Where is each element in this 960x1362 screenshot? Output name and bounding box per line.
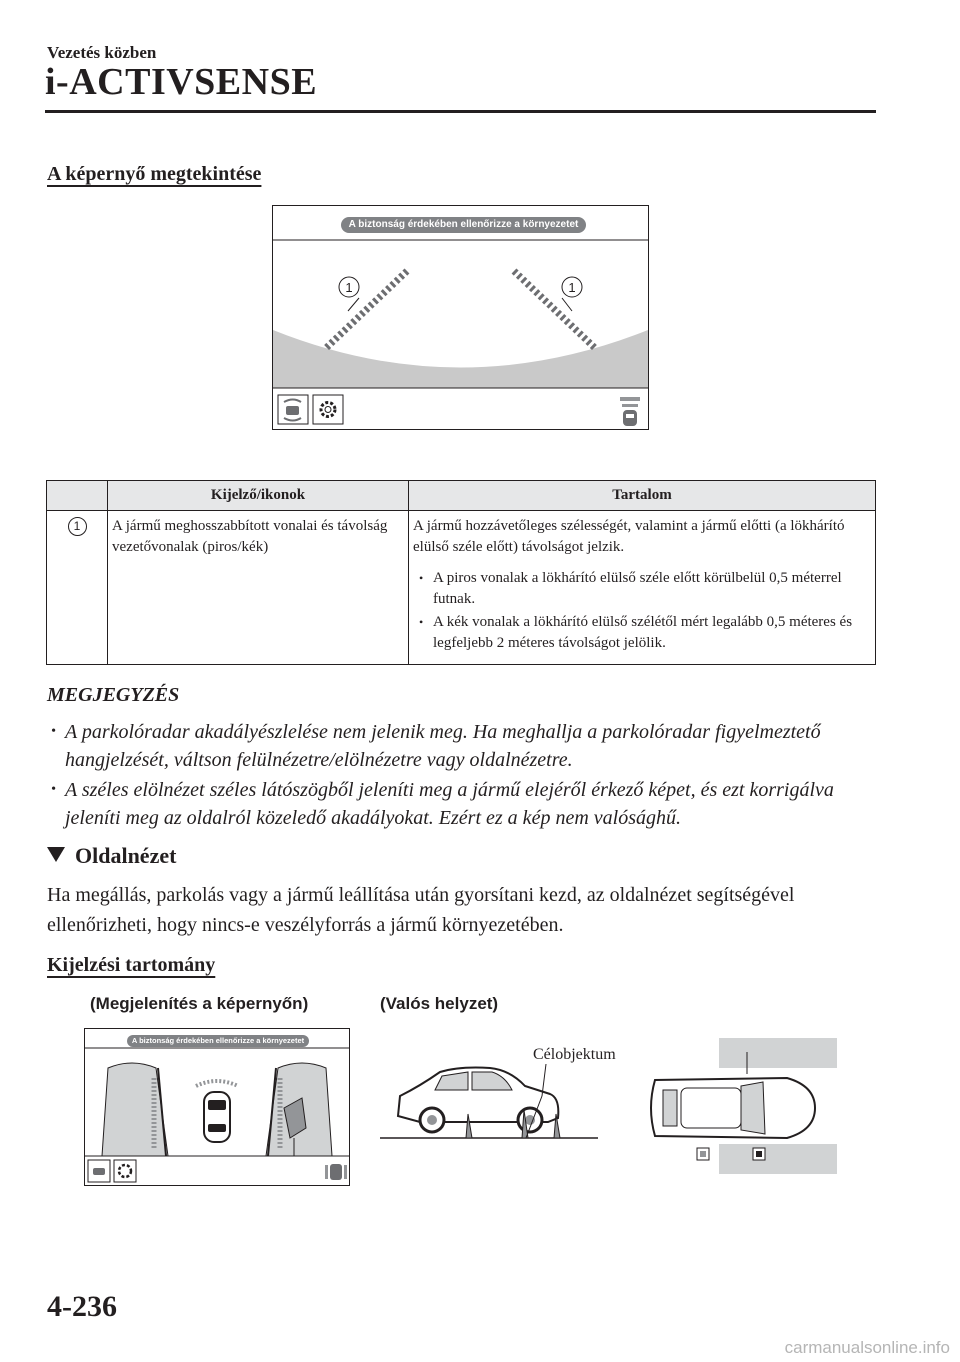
side-view-body: Ha megállás, parkolás vagy a jármű leállítása után gyorsítani kezd, az oldalnézet segítségével ellenőrizheti, hogy nincs-e veszélyforrás a jármű környezetében. — [47, 884, 795, 936]
safety-banner: A biztonság érdekében ellenőrizze a környezetet — [127, 1035, 309, 1047]
section-label: Vezetés közben — [47, 43, 157, 62]
info-table — [46, 480, 876, 665]
table-header-content: Tartalom — [409, 481, 876, 511]
callout-number: 1 — [568, 280, 576, 295]
display-range-heading: Kijelzési tartomány — [47, 954, 216, 976]
callout-number: 1 — [345, 280, 353, 295]
triangle-bullet-icon — [47, 847, 65, 862]
list-item: • A széles elölnézet széles látószögből jeleníti meg a jármű elejéről érkező képet, és ezt korrigálva jeleníti meg az oldalról közeledő akadályokat. Ezért ez a kép nem valósághű. — [47, 776, 877, 832]
list-item: • A parkolóradar akadályészlelése nem jelenik meg. Ha meghallja a parkolóradar figyelmeztető hangjelzését, váltson felülnézetre/elölnézetre vagy oldalnézetre. — [47, 718, 877, 774]
view-switch-button[interactable] — [278, 395, 308, 424]
callout-number: 1 — [68, 517, 87, 536]
caption-real: (Valós helyzet) — [380, 994, 499, 1013]
camera-screen-figure — [272, 205, 649, 430]
car-side-view-figure — [380, 1056, 600, 1146]
safety-banner: A biztonság érdekében ellenőrizze a környezetet — [341, 217, 586, 233]
row-number-cell — [47, 511, 108, 665]
view-switch-button[interactable] — [88, 1160, 110, 1182]
car-top-view-figure — [637, 1038, 839, 1176]
note-title: MEGJEGYZÉS — [47, 684, 180, 706]
settings-gear-icon[interactable] — [313, 395, 343, 424]
table-header-empty — [47, 481, 108, 511]
content-intro: A jármű hozzávetőleges szélességét, valamint a jármű előtti (a lökhárító elülső széle előtt) távolságot jelzik. — [413, 518, 845, 555]
page-number: 4-236 — [47, 1290, 117, 1323]
settings-gear-icon[interactable] — [114, 1160, 136, 1182]
screen-view-heading: A képernyő megtekintése — [47, 163, 262, 185]
note-list — [47, 718, 877, 834]
content-cell — [409, 511, 876, 665]
list-item: • A piros vonalak a lökhárító elülső széle előtt körülbelül 0,5 méterrel futnak. — [413, 568, 871, 610]
caption-screen: (Megjelenítés a képernyőn) — [90, 994, 309, 1013]
chapter-title: i-ACTIVSENSE — [45, 61, 318, 103]
table-row — [47, 511, 876, 665]
header-rule — [45, 110, 876, 113]
list-item: • A kék vonalak a lökhárító elülső szélétől mért legalább 0,5 méteres és legfeljebb 2 méteres távolságot jelölik. — [413, 612, 871, 654]
indicator-cell: A jármű meghosszabbított vonalai és távolság vezetővonalak (piros/kék) — [108, 511, 409, 665]
table-header-indicator: Kijelző/ikonok — [108, 481, 409, 511]
side-view-heading — [47, 843, 176, 869]
side-view-screen-figure — [84, 1028, 350, 1186]
side-view-heading-text: Oldalnézet — [75, 843, 177, 868]
watermark: carmanualsonline.info — [784, 1338, 950, 1357]
target-object-label: Célobjektum — [533, 1046, 616, 1063]
